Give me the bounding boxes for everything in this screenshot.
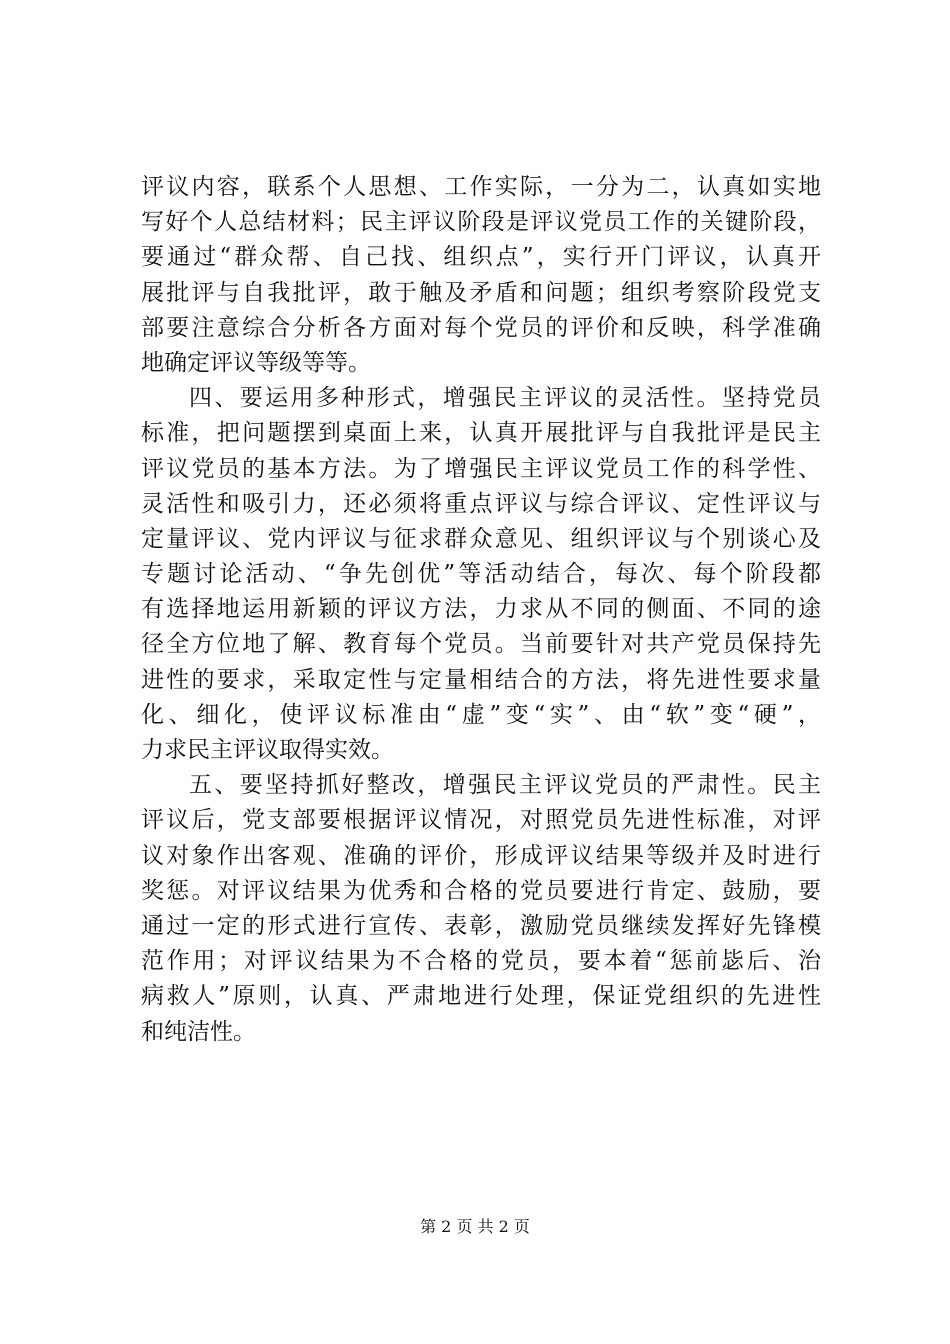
text-line: 标准，把问题摆到桌面上来，认真开展批评与自我批评是民主	[141, 420, 821, 447]
text-line: 写好个人总结材料；民主评议阶段是评议党员工作的关键阶段，	[141, 209, 821, 236]
text-line: 议对象作出客观、准确的评价，形成评议结果等级并及时进行	[141, 842, 821, 869]
text-line: 通过一定的形式进行宣传、表彰，激励党员继续发挥好先锋模	[141, 912, 821, 939]
text-line: 范作用；对评议结果为不合格的党员，要本着“惩前毖后、治	[141, 948, 821, 975]
text-line: 奖惩。对评议结果为优秀和合格的党员要进行肯定、鼓励，要	[141, 877, 821, 904]
text-line: 化、细化，使评议标准由“虚”变“实”、由“软”变“硬”，	[141, 701, 821, 728]
paragraph-start-line: 四、要运用多种形式，增强民主评议的灵活性。坚持党员	[189, 385, 821, 412]
text-line: 地确定评议等级等等。	[141, 349, 371, 376]
text-line: 专题讨论活动、“争先创优”等活动结合，每次、每个阶段都	[141, 561, 821, 588]
text-line: 部要注意综合分析各方面对每个党员的评价和反映，科学准确	[141, 314, 821, 341]
document-body	[141, 170, 821, 1050]
text-line: 评议党员的基本方法。为了增强民主评议党员工作的科学性、	[141, 455, 821, 482]
text-line: 病救人”原则，认真、严肃地进行处理，保证党组织的先进性	[141, 983, 821, 1010]
text-line: 要通过“群众帮、自己找、组织点”，实行开门评议，认真开	[141, 244, 821, 271]
page-number-label: 第 2 页 共 2 页	[420, 1217, 530, 1236]
text-line: 评议内容，联系个人思想、工作实际，一分为二，认真如实地	[141, 174, 821, 200]
text-line: 有选择地运用新颖的评议方法，力求从不同的侧面、不同的途	[141, 596, 821, 623]
text-line: 灵活性和吸引力，还必须将重点评议与综合评议、定性评议与	[141, 490, 821, 517]
text-line: 进性的要求，采取定性与定量相结合的方法，将先进性要求量	[141, 666, 821, 693]
paragraph-start-line: 五、要坚持抓好整改，增强民主评议党员的严肃性。民主	[189, 772, 821, 799]
page-footer	[0, 1216, 950, 1238]
text-line: 和纯洁性。	[141, 1018, 256, 1045]
text-line: 力求民主评议取得实效。	[141, 737, 394, 763]
text-line: 定量评议、党内评议与征求群众意见、组织评议与个别谈心及	[141, 525, 821, 552]
text-line: 径全方位地了解、教育每个党员。当前要针对共产党员保持先	[141, 631, 821, 658]
text-line: 评议后，党支部要根据评议情况，对照党员先进性标准，对评	[141, 807, 821, 834]
text-line: 展批评与自我批评，敢于触及矛盾和问题；组织考察阶段党支	[141, 279, 821, 306]
